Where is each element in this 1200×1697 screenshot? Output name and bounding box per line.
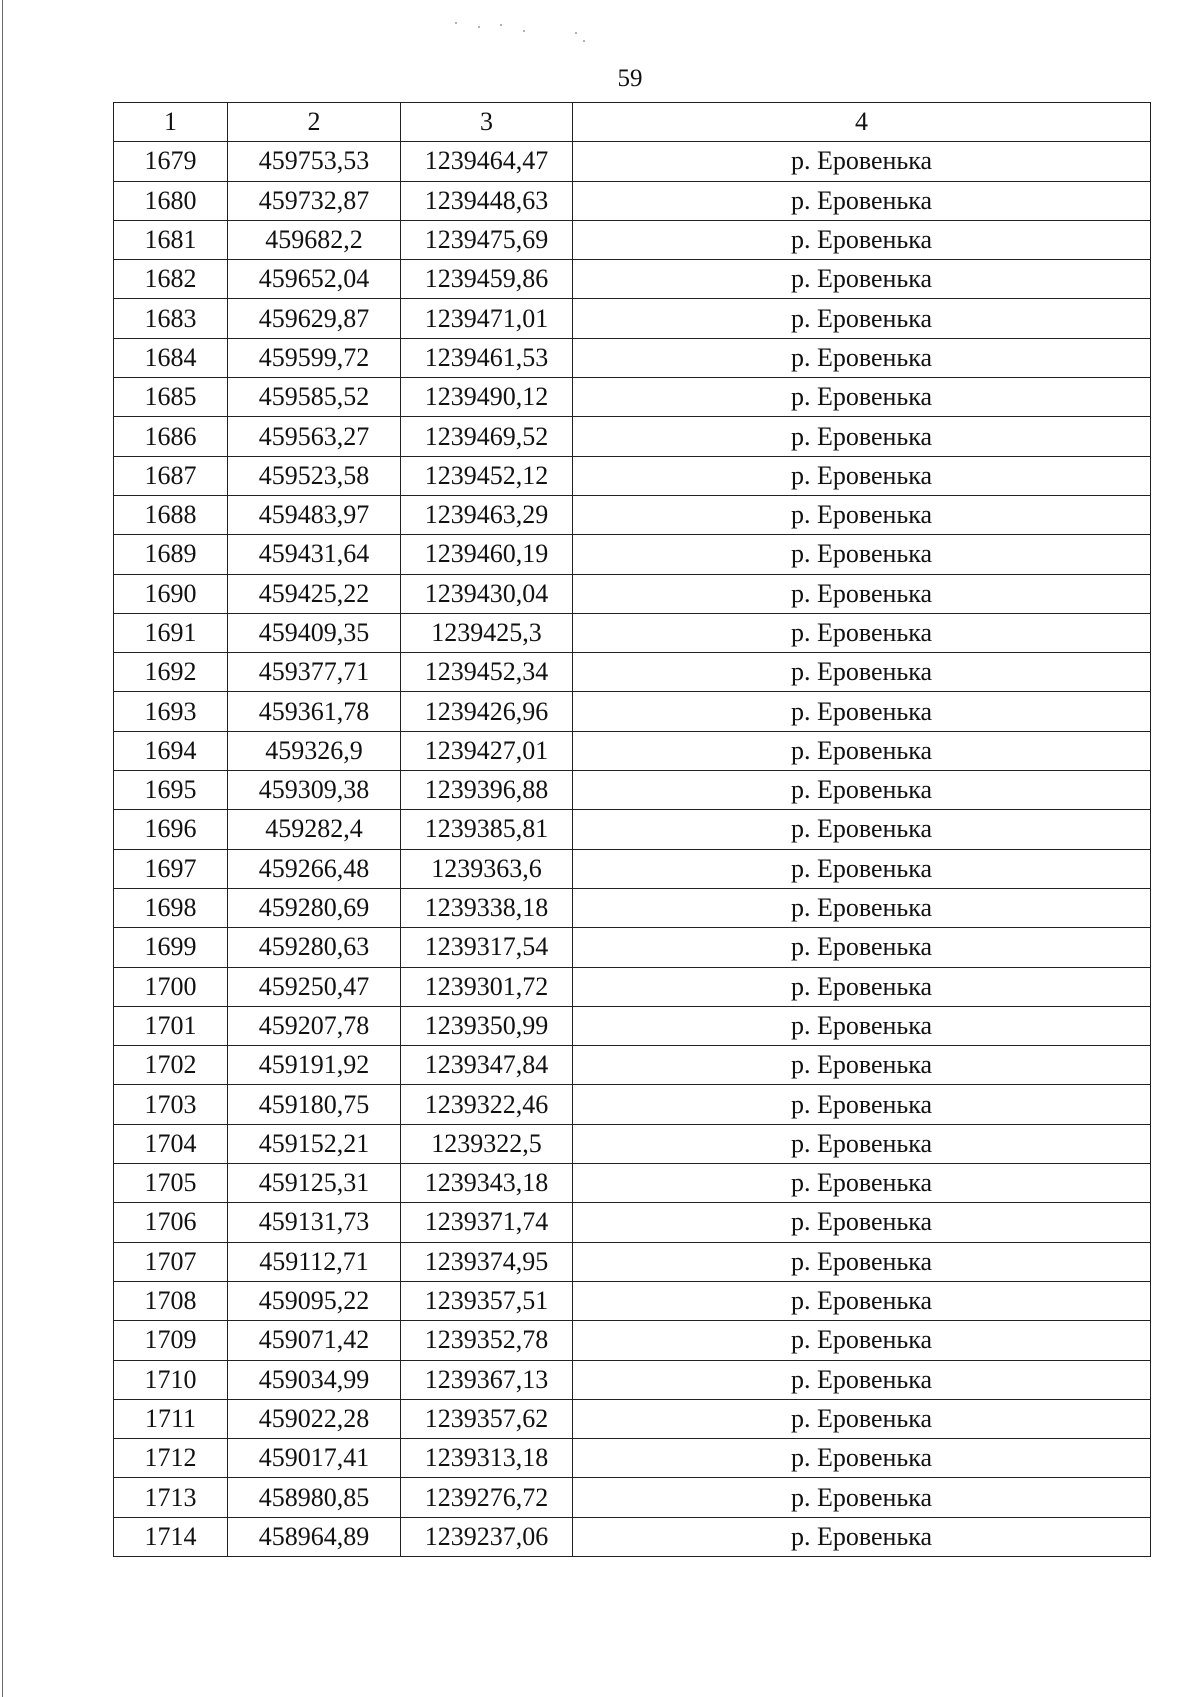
cell-description: р. Еровенька <box>573 1164 1151 1203</box>
cell-x-coordinate: 459017,41 <box>228 1439 401 1478</box>
cell-point-number: 1686 <box>114 417 228 456</box>
table-row <box>114 181 1151 220</box>
cell-description: р. Еровенька <box>573 967 1151 1006</box>
cell-point-number: 1698 <box>114 888 228 927</box>
cell-y-coordinate: 1239396,88 <box>401 771 573 810</box>
cell-description: р. Еровенька <box>573 338 1151 377</box>
cell-description: р. Еровенька <box>573 181 1151 220</box>
cell-x-coordinate: 459361,78 <box>228 692 401 731</box>
table-row <box>114 574 1151 613</box>
cell-point-number: 1704 <box>114 1124 228 1163</box>
cell-point-number: 1700 <box>114 967 228 1006</box>
cell-point-number: 1697 <box>114 849 228 888</box>
cell-description: р. Еровенька <box>573 535 1151 574</box>
table-row <box>114 967 1151 1006</box>
cell-x-coordinate: 459095,22 <box>228 1281 401 1320</box>
cell-x-coordinate: 459191,92 <box>228 1046 401 1085</box>
cell-description: р. Еровенька <box>573 613 1151 652</box>
cell-y-coordinate: 1239464,47 <box>401 142 573 181</box>
cell-description: р. Еровенька <box>573 888 1151 927</box>
table-row <box>114 338 1151 377</box>
cell-y-coordinate: 1239469,52 <box>401 417 573 456</box>
cell-point-number: 1680 <box>114 181 228 220</box>
page-number: 59 <box>617 65 643 92</box>
cell-x-coordinate: 459022,28 <box>228 1399 401 1438</box>
cell-x-coordinate: 459152,21 <box>228 1124 401 1163</box>
table-row <box>114 260 1151 299</box>
scan-speck <box>500 24 502 26</box>
table-row <box>114 1478 1151 1517</box>
cell-x-coordinate: 459280,63 <box>228 928 401 967</box>
cell-point-number: 1692 <box>114 653 228 692</box>
cell-point-number: 1681 <box>114 220 228 259</box>
cell-description: р. Еровенька <box>573 1242 1151 1281</box>
table-row <box>114 1164 1151 1203</box>
cell-y-coordinate: 1239371,74 <box>401 1203 573 1242</box>
header-cell-y-coordinate: 3 <box>401 103 573 142</box>
cell-description: р. Еровенька <box>573 1203 1151 1242</box>
table-header-row <box>114 103 1151 142</box>
table-row <box>114 613 1151 652</box>
cell-point-number: 1706 <box>114 1203 228 1242</box>
cell-x-coordinate: 459599,72 <box>228 338 401 377</box>
cell-x-coordinate: 459563,27 <box>228 417 401 456</box>
scan-speck <box>523 30 525 32</box>
table-row <box>114 456 1151 495</box>
cell-description: р. Еровенька <box>573 417 1151 456</box>
cell-x-coordinate: 459483,97 <box>228 495 401 534</box>
scan-speck <box>575 32 577 34</box>
cell-point-number: 1703 <box>114 1085 228 1124</box>
cell-point-number: 1694 <box>114 731 228 770</box>
cell-description: р. Еровенька <box>573 1478 1151 1517</box>
table-row <box>114 692 1151 731</box>
table-body <box>114 142 1151 1557</box>
table-row <box>114 1006 1151 1045</box>
cell-point-number: 1708 <box>114 1281 228 1320</box>
cell-point-number: 1691 <box>114 613 228 652</box>
cell-y-coordinate: 1239357,62 <box>401 1399 573 1438</box>
cell-x-coordinate: 459326,9 <box>228 731 401 770</box>
cell-y-coordinate: 1239237,06 <box>401 1517 573 1556</box>
cell-y-coordinate: 1239490,12 <box>401 378 573 417</box>
cell-point-number: 1687 <box>114 456 228 495</box>
cell-point-number: 1679 <box>114 142 228 181</box>
cell-y-coordinate: 1239425,3 <box>401 613 573 652</box>
cell-description: р. Еровенька <box>573 1517 1151 1556</box>
table-row <box>114 928 1151 967</box>
table-row <box>114 1399 1151 1438</box>
cell-description: р. Еровенька <box>573 495 1151 534</box>
cell-x-coordinate: 459732,87 <box>228 181 401 220</box>
cell-description: р. Еровенька <box>573 378 1151 417</box>
cell-y-coordinate: 1239461,53 <box>401 338 573 377</box>
header-cell-point-number: 1 <box>114 103 228 142</box>
table-row <box>114 1124 1151 1163</box>
cell-x-coordinate: 459207,78 <box>228 1006 401 1045</box>
table-row <box>114 810 1151 849</box>
table-row <box>114 771 1151 810</box>
cell-description: р. Еровенька <box>573 1399 1151 1438</box>
cell-point-number: 1684 <box>114 338 228 377</box>
cell-x-coordinate: 459523,58 <box>228 456 401 495</box>
scan-speck <box>583 40 585 42</box>
page-edge-line <box>2 0 3 1697</box>
cell-description: р. Еровенька <box>573 849 1151 888</box>
cell-y-coordinate: 1239343,18 <box>401 1164 573 1203</box>
cell-x-coordinate: 459112,71 <box>228 1242 401 1281</box>
cell-point-number: 1682 <box>114 260 228 299</box>
cell-y-coordinate: 1239276,72 <box>401 1478 573 1517</box>
cell-x-coordinate: 459682,2 <box>228 220 401 259</box>
cell-y-coordinate: 1239452,12 <box>401 456 573 495</box>
cell-description: р. Еровенька <box>573 456 1151 495</box>
cell-description: р. Еровенька <box>573 1124 1151 1163</box>
cell-point-number: 1690 <box>114 574 228 613</box>
cell-x-coordinate: 459585,52 <box>228 378 401 417</box>
header-cell-x-coordinate: 2 <box>228 103 401 142</box>
cell-y-coordinate: 1239385,81 <box>401 810 573 849</box>
cell-point-number: 1689 <box>114 535 228 574</box>
cell-point-number: 1702 <box>114 1046 228 1085</box>
cell-description: р. Еровенька <box>573 653 1151 692</box>
cell-y-coordinate: 1239350,99 <box>401 1006 573 1045</box>
cell-point-number: 1701 <box>114 1006 228 1045</box>
cell-y-coordinate: 1239357,51 <box>401 1281 573 1320</box>
table-row <box>114 1321 1151 1360</box>
cell-y-coordinate: 1239463,29 <box>401 495 573 534</box>
cell-point-number: 1709 <box>114 1321 228 1360</box>
cell-x-coordinate: 459131,73 <box>228 1203 401 1242</box>
cell-x-coordinate: 459309,38 <box>228 771 401 810</box>
cell-x-coordinate: 459282,4 <box>228 810 401 849</box>
cell-y-coordinate: 1239448,63 <box>401 181 573 220</box>
cell-point-number: 1714 <box>114 1517 228 1556</box>
cell-x-coordinate: 459180,75 <box>228 1085 401 1124</box>
cell-description: р. Еровенька <box>573 1085 1151 1124</box>
cell-description: р. Еровенька <box>573 220 1151 259</box>
cell-y-coordinate: 1239475,69 <box>401 220 573 259</box>
table-row <box>114 888 1151 927</box>
table-row <box>114 1439 1151 1478</box>
cell-y-coordinate: 1239338,18 <box>401 888 573 927</box>
cell-description: р. Еровенька <box>573 1321 1151 1360</box>
cell-description: р. Еровенька <box>573 1281 1151 1320</box>
cell-description: р. Еровенька <box>573 1046 1151 1085</box>
cell-x-coordinate: 459431,64 <box>228 535 401 574</box>
cell-x-coordinate: 458964,89 <box>228 1517 401 1556</box>
cell-y-coordinate: 1239367,13 <box>401 1360 573 1399</box>
header-cell-description: 4 <box>573 103 1151 142</box>
cell-y-coordinate: 1239427,01 <box>401 731 573 770</box>
cell-y-coordinate: 1239313,18 <box>401 1439 573 1478</box>
cell-y-coordinate: 1239426,96 <box>401 692 573 731</box>
cell-y-coordinate: 1239460,19 <box>401 535 573 574</box>
cell-point-number: 1683 <box>114 299 228 338</box>
cell-point-number: 1695 <box>114 771 228 810</box>
cell-y-coordinate: 1239352,78 <box>401 1321 573 1360</box>
cell-y-coordinate: 1239374,95 <box>401 1242 573 1281</box>
table-row <box>114 1281 1151 1320</box>
table-row <box>114 1517 1151 1556</box>
cell-x-coordinate: 459280,69 <box>228 888 401 927</box>
cell-point-number: 1693 <box>114 692 228 731</box>
cell-y-coordinate: 1239301,72 <box>401 967 573 1006</box>
cell-x-coordinate: 459377,71 <box>228 653 401 692</box>
cell-x-coordinate: 459034,99 <box>228 1360 401 1399</box>
table-row <box>114 495 1151 534</box>
cell-y-coordinate: 1239322,5 <box>401 1124 573 1163</box>
table-row <box>114 220 1151 259</box>
cell-point-number: 1710 <box>114 1360 228 1399</box>
table-row <box>114 142 1151 181</box>
cell-description: р. Еровенька <box>573 810 1151 849</box>
cell-x-coordinate: 459125,31 <box>228 1164 401 1203</box>
cell-description: р. Еровенька <box>573 299 1151 338</box>
cell-y-coordinate: 1239471,01 <box>401 299 573 338</box>
cell-description: р. Еровенька <box>573 771 1151 810</box>
table-row <box>114 731 1151 770</box>
cell-y-coordinate: 1239363,6 <box>401 849 573 888</box>
cell-description: р. Еровенька <box>573 1439 1151 1478</box>
cell-point-number: 1711 <box>114 1399 228 1438</box>
cell-x-coordinate: 459629,87 <box>228 299 401 338</box>
cell-point-number: 1696 <box>114 810 228 849</box>
cell-x-coordinate: 459652,04 <box>228 260 401 299</box>
table-row <box>114 653 1151 692</box>
cell-x-coordinate: 459425,22 <box>228 574 401 613</box>
cell-description: р. Еровенька <box>573 928 1151 967</box>
cell-point-number: 1685 <box>114 378 228 417</box>
cell-point-number: 1707 <box>114 1242 228 1281</box>
cell-x-coordinate: 459266,48 <box>228 849 401 888</box>
cell-description: р. Еровенька <box>573 142 1151 181</box>
cell-x-coordinate: 459071,42 <box>228 1321 401 1360</box>
table-row <box>114 1203 1151 1242</box>
cell-x-coordinate: 459250,47 <box>228 967 401 1006</box>
cell-y-coordinate: 1239459,86 <box>401 260 573 299</box>
cell-y-coordinate: 1239430,04 <box>401 574 573 613</box>
cell-point-number: 1699 <box>114 928 228 967</box>
cell-y-coordinate: 1239322,46 <box>401 1085 573 1124</box>
cell-y-coordinate: 1239452,34 <box>401 653 573 692</box>
cell-x-coordinate: 459409,35 <box>228 613 401 652</box>
cell-point-number: 1688 <box>114 495 228 534</box>
table-row <box>114 417 1151 456</box>
cell-x-coordinate: 459753,53 <box>228 142 401 181</box>
cell-point-number: 1705 <box>114 1164 228 1203</box>
table-row <box>114 1242 1151 1281</box>
table-row <box>114 849 1151 888</box>
cell-description: р. Еровенька <box>573 1360 1151 1399</box>
table-row <box>114 535 1151 574</box>
cell-y-coordinate: 1239347,84 <box>401 1046 573 1085</box>
cell-point-number: 1713 <box>114 1478 228 1517</box>
table-row <box>114 299 1151 338</box>
cell-y-coordinate: 1239317,54 <box>401 928 573 967</box>
scan-speck <box>455 22 457 24</box>
table-row <box>114 1360 1151 1399</box>
coordinates-table <box>113 102 1151 1557</box>
table-row <box>114 1085 1151 1124</box>
cell-description: р. Еровенька <box>573 260 1151 299</box>
cell-x-coordinate: 458980,85 <box>228 1478 401 1517</box>
table-row <box>114 378 1151 417</box>
cell-point-number: 1712 <box>114 1439 228 1478</box>
cell-description: р. Еровенька <box>573 731 1151 770</box>
table-row <box>114 1046 1151 1085</box>
scan-speck <box>478 26 480 28</box>
cell-description: р. Еровенька <box>573 574 1151 613</box>
cell-description: р. Еровенька <box>573 692 1151 731</box>
cell-description: р. Еровенька <box>573 1006 1151 1045</box>
